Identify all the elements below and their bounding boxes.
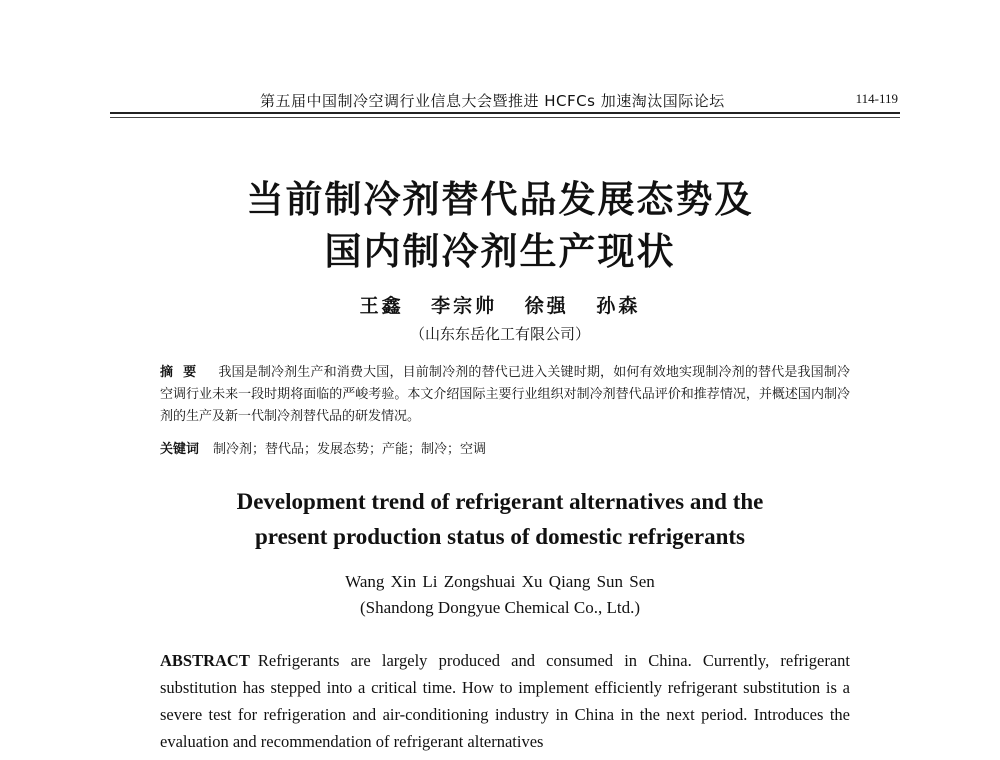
title-en-line2: present production status of domestic refrigerants bbox=[255, 524, 745, 549]
abstract-cn bbox=[160, 362, 850, 428]
abstract-en-label: ABSTRACT bbox=[160, 651, 250, 670]
keywords-cn-text: 制冷剂；替代品；发展态势；产能；制冷；空调 bbox=[213, 442, 487, 457]
authors-cn: 王鑫 李宗帅 徐强 孙森 bbox=[359, 295, 641, 317]
title-cn-line1: 当前制冷剂替代品发展态势及 bbox=[246, 178, 754, 221]
header-rule-thick bbox=[110, 112, 900, 114]
header-page-range: 114-119 bbox=[855, 91, 898, 106]
abstract-cn-label: 摘要 bbox=[160, 365, 207, 380]
keywords-cn bbox=[160, 438, 850, 457]
abstract-en bbox=[160, 647, 850, 755]
affiliation-en: (Shandong Dongyue Chemical Co., Ltd.) bbox=[360, 598, 640, 617]
keywords-cn-label: 关键词 bbox=[160, 442, 200, 457]
authors-en: Wang Xin Li Zongshuai Xu Qiang Sun Sen bbox=[345, 572, 655, 591]
header-title: 第五届中国制冷空调行业信息大会暨推进 HCFCs 加速淘汰国际论坛 bbox=[260, 92, 725, 110]
title-cn-line2: 国内制冷剂生产现状 bbox=[324, 230, 676, 273]
header-rule-thin bbox=[110, 117, 900, 118]
running-header bbox=[110, 88, 900, 118]
affiliation-cn: （山东东岳化工有限公司） bbox=[409, 325, 590, 343]
abstract-cn-text: 我国是制冷剂生产和消费大国，目前制冷剂的替代已进入关键时期，如何有效地实现制冷剂的替代是我国制冷空调行业未来一段时期将面临的严峻考验。本文介绍国际主要行业组织对制冷剂替代品评价和推荐情况，并概述国内制冷剂的生产及新一代制冷剂替代品的研发情况。 bbox=[160, 365, 850, 424]
abstract-en-text: Refrigerants are largely produced and consumed in China. Currently, refrigerant substitution has stepped into a critical time. How to implement efficiently refrigerant substitution is a severe test for refrigeration and air-conditioning industry in China in the next period. Introduces the evaluation and recommendation of refrigerant alternatives bbox=[160, 651, 850, 751]
title-en-line1: Development trend of refrigerant alternatives and the bbox=[236, 489, 764, 514]
